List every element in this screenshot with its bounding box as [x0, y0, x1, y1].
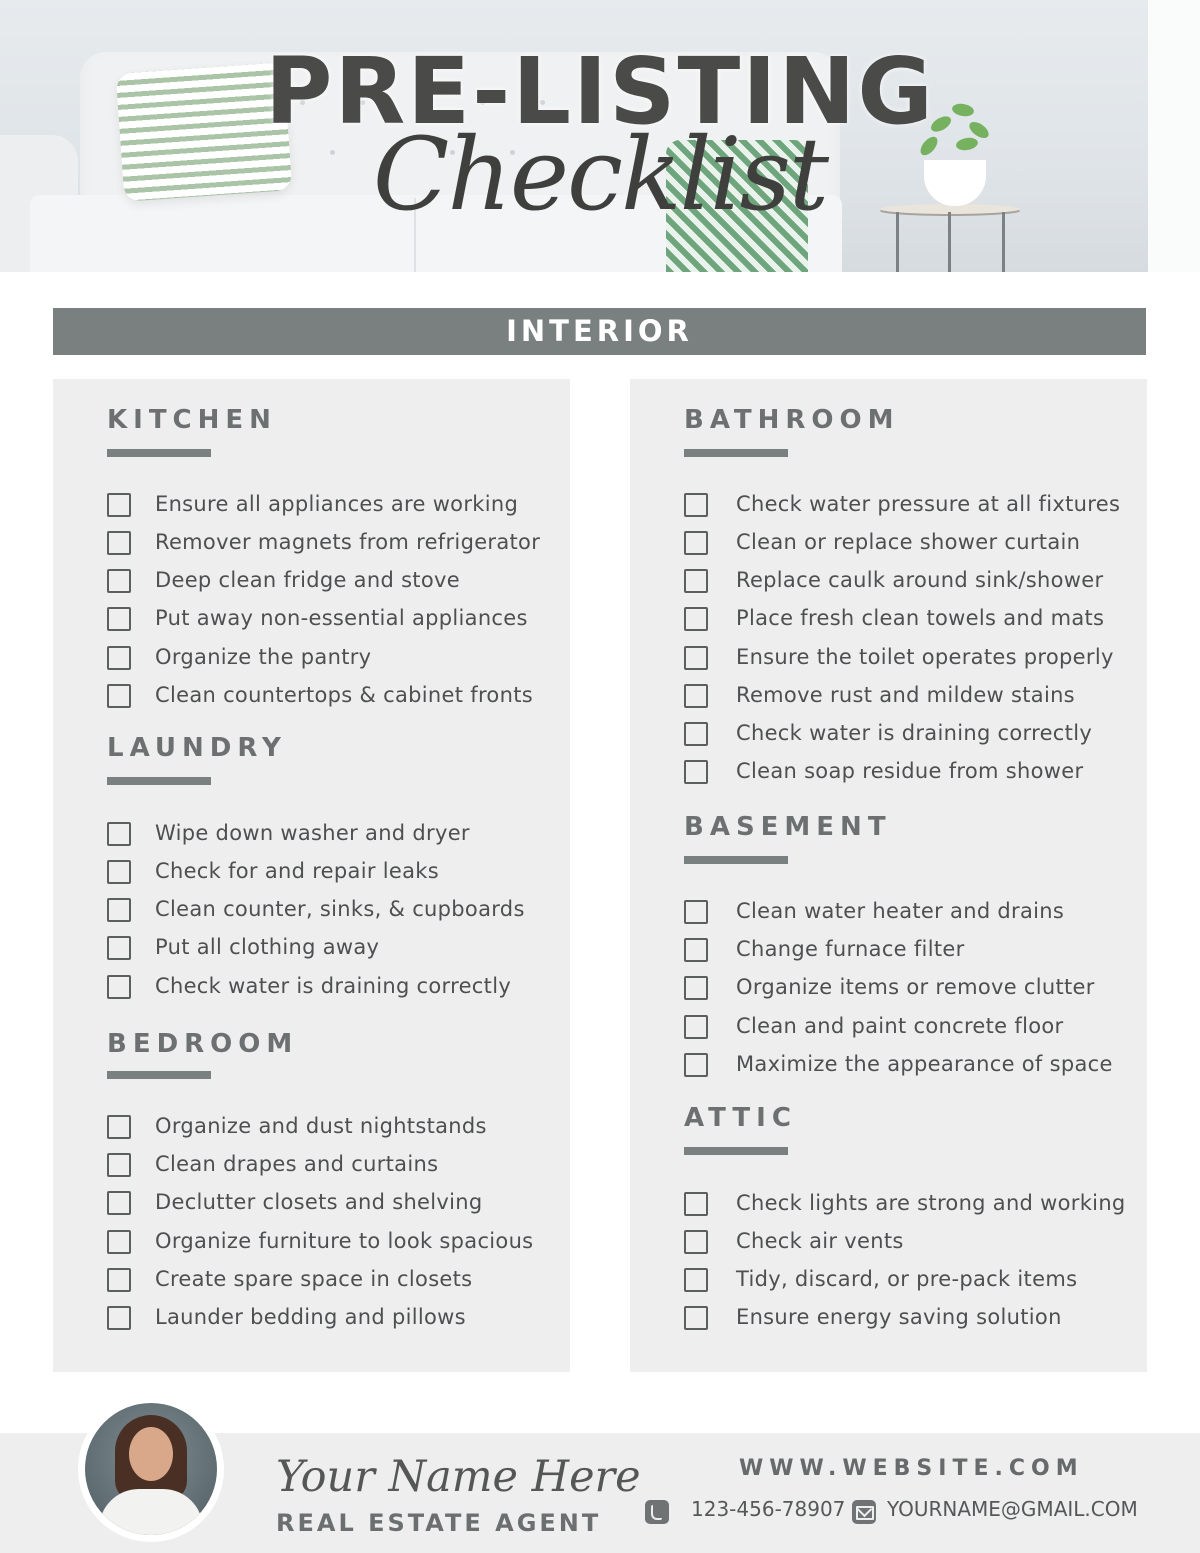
section-title-bedroom: BEDROOM — [107, 1029, 299, 1059]
checkbox[interactable] — [684, 684, 708, 708]
checklist-item-label: Put away non-essential appliances — [155, 606, 528, 630]
checklist-item-label: Check water pressure at all fixtures — [736, 492, 1121, 516]
checkbox[interactable] — [684, 976, 708, 1000]
checkbox[interactable] — [107, 822, 131, 846]
checkbox[interactable] — [107, 531, 131, 555]
page-title: PRE-LISTING — [265, 38, 935, 145]
checkbox[interactable] — [107, 975, 131, 999]
checkbox[interactable] — [107, 1306, 131, 1330]
checklist-item-label: Clean counter, sinks, & cupboards — [155, 897, 525, 921]
checklist-item-label: Ensure the toilet operates properly — [736, 645, 1114, 669]
mail-icon — [852, 1500, 876, 1524]
checkbox[interactable] — [684, 1192, 708, 1216]
checklist-item-label: Check for and repair leaks — [155, 859, 439, 883]
agent-role: REAL ESTATE AGENT — [276, 1509, 602, 1537]
avatar-face — [129, 1427, 173, 1481]
checklist-item-label: Check lights are strong and working — [736, 1191, 1126, 1215]
section-title-laundry: LAUNDRY — [107, 733, 287, 763]
left-checklist-column — [53, 379, 570, 1372]
banner-label: INTERIOR — [506, 314, 693, 348]
checklist-item-label: Clean soap residue from shower — [736, 759, 1084, 783]
section-underline — [684, 449, 788, 457]
checkbox[interactable] — [107, 1115, 131, 1139]
checklist-item-label: Clean or replace shower curtain — [736, 530, 1081, 554]
checklist-item-label: Replace caulk around sink/shower — [736, 568, 1104, 592]
checkbox[interactable] — [107, 1153, 131, 1177]
checkbox[interactable] — [107, 1230, 131, 1254]
checkbox[interactable] — [684, 760, 708, 784]
agent-name: Your Name Here — [276, 1452, 641, 1502]
page-subtitle-script: Checklist — [372, 116, 828, 233]
checklist-item-label: Maximize the appearance of space — [736, 1052, 1113, 1076]
website-link[interactable]: WWW.WEBSITE.COM — [739, 1456, 1084, 1481]
checkbox[interactable] — [684, 607, 708, 631]
section-title-basement: BASEMENT — [684, 812, 892, 842]
checkbox[interactable] — [684, 646, 708, 670]
checkbox[interactable] — [684, 900, 708, 924]
checkbox[interactable] — [107, 684, 131, 708]
checkbox[interactable] — [684, 1306, 708, 1330]
checklist-item-label: Clean water heater and drains — [736, 899, 1065, 923]
section-underline — [107, 1071, 211, 1079]
checkbox[interactable] — [684, 1053, 708, 1077]
checkbox[interactable] — [684, 938, 708, 962]
checkbox[interactable] — [107, 569, 131, 593]
checklist-item-label: Organize and dust nightstands — [155, 1114, 487, 1138]
avatar — [85, 1403, 217, 1535]
checkbox[interactable] — [684, 1015, 708, 1039]
checklist-item-label: Check water is draining correctly — [155, 974, 512, 998]
checklist-item-label: Remove rust and mildew stains — [736, 683, 1075, 707]
right-checklist-column — [630, 379, 1147, 1372]
checklist-item-label: Deep clean fridge and stove — [155, 568, 460, 592]
checkbox[interactable] — [107, 898, 131, 922]
section-underline — [107, 777, 211, 785]
avatar-body — [99, 1489, 203, 1535]
checklist-item-label: Clean drapes and curtains — [155, 1152, 439, 1176]
checklist-item-label: Organize furniture to look spacious — [155, 1229, 534, 1253]
checkbox[interactable] — [107, 646, 131, 670]
phone-number[interactable]: 123-456-78907 — [691, 1497, 846, 1521]
checkbox[interactable] — [684, 1230, 708, 1254]
checklist-item-label: Check air vents — [736, 1229, 904, 1253]
checklist-item-label: Put all clothing away — [155, 935, 380, 959]
checkbox[interactable] — [107, 493, 131, 517]
checklist-item-label: Remover magnets from refrigerator — [155, 530, 541, 554]
checkbox[interactable] — [684, 722, 708, 746]
checklist-item-label: Clean countertops & cabinet fronts — [155, 683, 533, 707]
checklist-item-label: Place fresh clean towels and mats — [736, 606, 1105, 630]
phone-icon — [645, 1500, 669, 1524]
checkbox[interactable] — [684, 1268, 708, 1292]
checklist-item-label: Organize items or remove clutter — [736, 975, 1095, 999]
section-title-bathroom: BATHROOM — [684, 405, 900, 435]
checklist-item-label: Ensure all appliances are working — [155, 492, 519, 516]
checkbox[interactable] — [107, 607, 131, 631]
checkbox[interactable] — [107, 1268, 131, 1292]
checkbox[interactable] — [684, 493, 708, 517]
checkbox[interactable] — [107, 860, 131, 884]
checklist-item-label: Create spare space in closets — [155, 1267, 473, 1291]
section-title-kitchen: KITCHEN — [107, 405, 277, 435]
section-title-attic: ATTIC — [684, 1103, 797, 1133]
checkbox[interactable] — [684, 569, 708, 593]
checkbox[interactable] — [107, 936, 131, 960]
checkbox[interactable] — [684, 531, 708, 555]
checklist-item-label: Clean and paint concrete floor — [736, 1014, 1064, 1038]
interior-banner — [53, 308, 1146, 355]
section-underline — [684, 856, 788, 864]
checklist-item-label: Wipe down washer and dryer — [155, 821, 470, 845]
checklist-item-label: Organize the pantry — [155, 645, 372, 669]
email-address[interactable]: YOURNAME@GMAIL.COM — [887, 1497, 1138, 1521]
checklist-item-label: Tidy, discard, or pre-pack items — [736, 1267, 1078, 1291]
checklist-item-label: Check water is draining correctly — [736, 721, 1093, 745]
section-underline — [107, 449, 211, 457]
checklist-item-label: Launder bedding and pillows — [155, 1305, 466, 1329]
checklist-item-label: Ensure energy saving solution — [736, 1305, 1062, 1329]
checklist-item-label: Declutter closets and shelving — [155, 1190, 483, 1214]
checkbox[interactable] — [107, 1191, 131, 1215]
checklist-item-label: Change furnace filter — [736, 937, 965, 961]
section-underline — [684, 1147, 788, 1155]
